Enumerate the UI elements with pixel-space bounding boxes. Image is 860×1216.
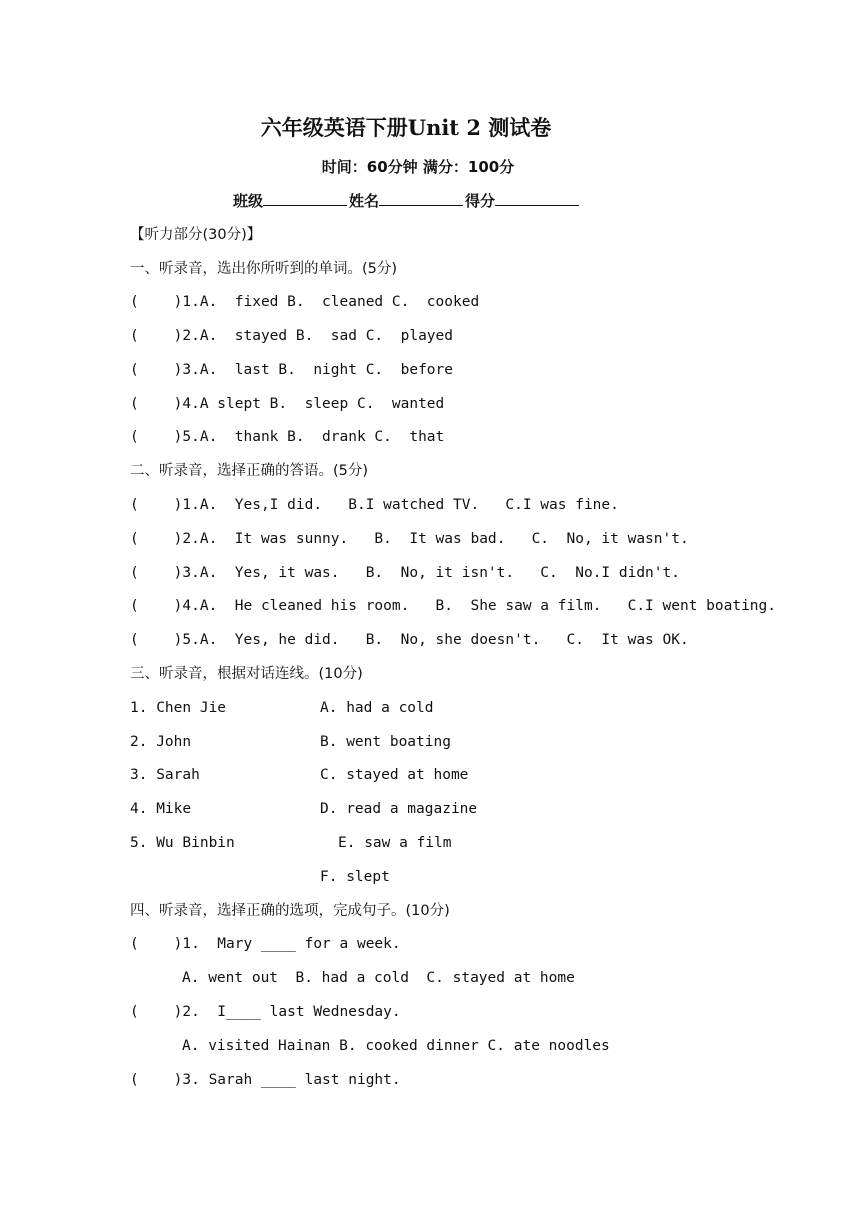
match-right-item: D. read a magazine xyxy=(320,801,478,817)
question-1: ( )1. Mary ____ for a week. xyxy=(130,936,401,952)
part1-heading: 一、听录音，选出你所听到的单词。(5分) xyxy=(130,261,398,277)
name-blank xyxy=(379,191,463,206)
list-item: ( )4.A slept B. sleep C. wanted xyxy=(130,396,445,412)
listening-section-heading: 【听力部分(30分)】 xyxy=(130,227,262,243)
list-item: ( )2.A. It was sunny. B. It was bad. C. No, it wasn't. xyxy=(130,531,689,547)
match-left-item: 3. Sarah xyxy=(130,767,200,783)
list-item: ( )3.A. last B. night C. before xyxy=(130,362,454,378)
student-info-line xyxy=(233,190,581,211)
name-label: 姓名 xyxy=(349,192,380,210)
list-item: ( )5.A. Yes, he did. B. No, she doesn't. C. It was OK. xyxy=(130,632,689,648)
match-right-item: A. had a cold xyxy=(320,700,434,716)
match-right-item: C. stayed at home xyxy=(320,767,469,783)
part3-heading: 三、听录音，根据对话连线。(10分) xyxy=(130,666,363,682)
question-1-options: A. went out B. had a cold C. stayed at home xyxy=(182,970,575,986)
list-item: ( )3.A. Yes, it was. B. No, it isn't. C. No.I didn't. xyxy=(130,565,680,581)
page-title: 六年级英语下册Unit 2 测试卷 xyxy=(260,115,552,140)
match-left-item: 1. Chen Jie xyxy=(130,700,227,716)
part4-heading: 四、听录音，选择正确的选项，完成句子。(10分) xyxy=(130,903,450,919)
match-right-item: F. slept xyxy=(320,869,390,885)
list-item: ( )1.A. Yes,I did. B.I watched TV. C.I was fine. xyxy=(130,497,619,513)
question-3: ( )3. Sarah ____ last night. xyxy=(130,1072,401,1088)
list-item: ( )5.A. thank B. drank C. that xyxy=(130,429,445,445)
exam-time-score: 时间：60分钟 满分：100分 xyxy=(321,158,515,176)
match-left-item: 5. Wu Binbin xyxy=(130,835,235,851)
question-2: ( )2. I____ last Wednesday. xyxy=(130,1004,401,1020)
list-item: ( )4.A. He cleaned his room. B. She saw a film. C.I went boating. xyxy=(130,598,777,614)
class-label: 班级 xyxy=(233,192,264,210)
match-right-item: B. went boating xyxy=(320,734,451,750)
match-left-item: 4. Mike xyxy=(130,801,192,817)
part2-heading: 二、听录音，选择正确的答语。(5分) xyxy=(130,463,369,479)
list-item: ( )1.A. fixed B. cleaned C. cooked xyxy=(130,294,480,310)
score-label: 得分 xyxy=(465,192,496,210)
question-2-options: A. visited Hainan B. cooked dinner C. ate noodles xyxy=(182,1038,610,1054)
match-left-item: 2. John xyxy=(130,734,192,750)
class-blank xyxy=(263,191,347,206)
match-right-item: E. saw a film xyxy=(338,835,452,851)
list-item: ( )2.A. stayed B. sad C. played xyxy=(130,328,454,344)
score-blank xyxy=(495,191,579,206)
